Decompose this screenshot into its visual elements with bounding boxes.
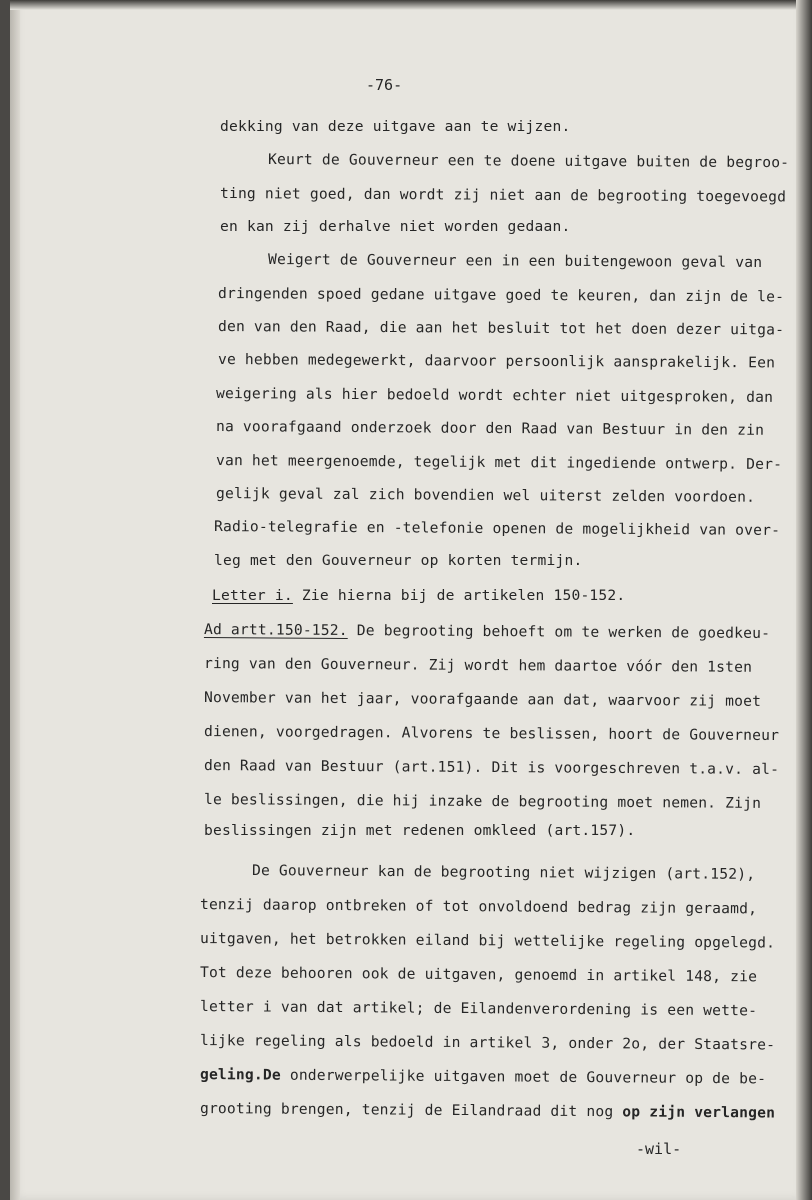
text-line: letter i van dat artikel; de Eilandenverordening is een wette- (199, 998, 758, 1020)
text-line: dienen, voorgedragen. Alvorens te beslissen, hoort de Gouverneur (203, 723, 780, 745)
page-right-edge (796, 0, 812, 1200)
page-top-edge (10, 0, 796, 10)
text-line: November van het jaar, voorafgaande aan dat, waarvoor zij moet (203, 689, 762, 710)
text-line: ve hebben medegewerkt, daarvoor persoonlijk aansprakelijk. Een (217, 351, 776, 372)
text-line: na voorafgaand onderzoek door den Raad van Bestuur in den zin (215, 418, 765, 439)
text-line: leg met den Gouverneur op korten termijn. (214, 552, 583, 569)
text-line: Letter i. Zie hierna bij de artikelen 150-152. (212, 587, 626, 604)
text-line: le beslissingen, die hij inzake de begrooting moet nemen. Zijn (203, 791, 762, 812)
text-line: dekking van deze uitgave aan te wijzen. (220, 118, 571, 135)
text-line: Radio-telegrafie en -telefonie openen de mogelijkheid van over- (213, 518, 781, 539)
text-line: grooting brengen, tenzij de Eilandraad dit nog op zijn verlangen (199, 1100, 776, 1122)
text-line: ting niet goed, dan wordt zij niet aan de begrooting toegevoegd (219, 185, 787, 206)
text-line: Tot deze behooren ook de uitgaven, genoemd in artikel 148, zie (199, 964, 758, 986)
text-line: gelijk geval zal zich bovendien wel uiterst zelden voordoen. (215, 485, 756, 506)
text-line: ring van den Gouverneur. Zij wordt hem daartoe vóór den 1sten (203, 655, 753, 676)
text-line: beslissingen zijn met redenen omkleed (art.157). (204, 822, 636, 839)
text-line: lijke regeling als bedoeld in artikel 3, onder 2o, der Staatsre- (199, 1032, 776, 1054)
page-number: -76- (366, 76, 403, 94)
text-line: en kan zij derhalve niet worden gedaan. (220, 218, 571, 235)
catchword: -wil- (636, 1140, 682, 1158)
page-binding (10, 0, 20, 1200)
text-line: dringenden spoed gedane uitgave goed te keuren, dan zijn de le- (217, 285, 785, 306)
text-line: den van den Raad, die aan het besluit tot het doen dezer uitga- (217, 318, 785, 339)
text-line: geling.De onderwerpelijke uitgaven moet de Gouverneur op de be- (199, 1066, 767, 1088)
text-line: tenzij daarop ontbreken of tot onvoldoend bedrag zijn geraamd, (199, 896, 758, 918)
text-line: weigering als hier bedoeld wordt echter niet uitgesproken, dan (215, 385, 774, 406)
text-line: den Raad van Bestuur (art.151). Dit is voorgeschreven t.a.v. al- (203, 757, 780, 779)
bold-text: geling.De (199, 1066, 281, 1084)
text-line: Ad artt.150-152. De begrooting behoeft om te werken de goedkeu- (203, 621, 771, 642)
text-line: van het meergenoemde, tegelijk met dit ingediende ontwerp. Der- (215, 452, 783, 473)
bold-text: op zijn verlangen (622, 1103, 776, 1122)
section-label: Letter i. (212, 587, 293, 604)
text-line: uitgaven, het betrokken eiland bij wettelijke regeling opgelegd. (199, 930, 776, 952)
text-line: Keurt de Gouverneur een te doene uitgave buiten de begroo- (267, 151, 790, 172)
section-label: Ad artt.150-152. (203, 621, 348, 640)
text-line: De Gouverneur kan de begrooting niet wijzigen (art.152), (251, 862, 756, 883)
text-line: Weigert de Gouverneur een in een buitengewoon geval van (267, 251, 763, 272)
